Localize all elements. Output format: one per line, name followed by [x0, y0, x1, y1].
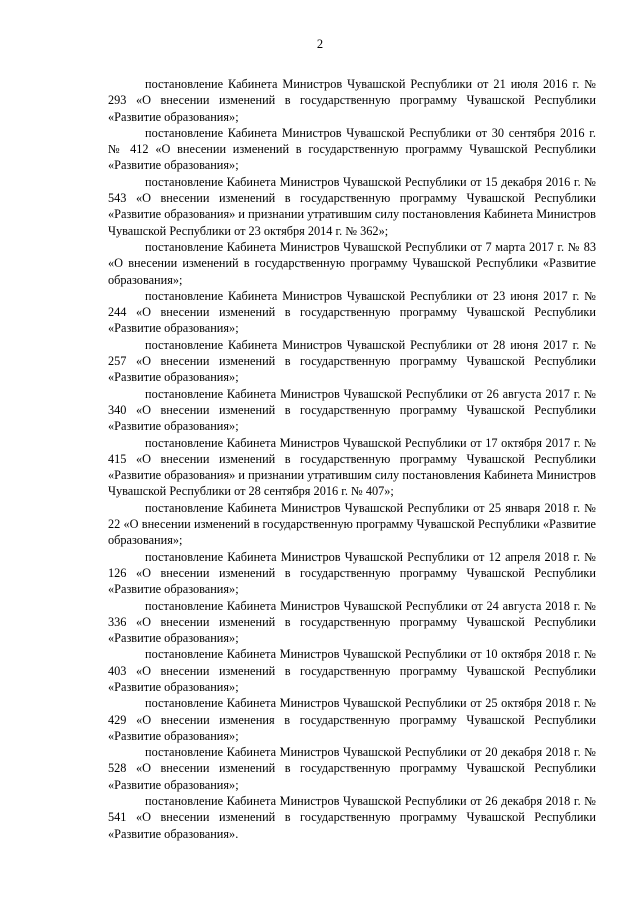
paragraph: постановление Кабинета Министров Чувашской Республики от 26 декабря 2018 г. № 541 «О внесении изменений в государственную программу Чувашской Республики «Развитие образования».	[108, 794, 596, 841]
paragraph: постановление Кабинета Министров Чувашской Республики от 7 марта 2017 г. № 83 «О внесении изменений в государственную программу Чувашской Республики «Развитие образования»;	[108, 239, 596, 287]
paragraph: постановление Кабинета Министров Чувашской Республики от 17 октября 2017 г. № 415 «О внесении изменений в государственную программу Чувашской Республики «Развитие образования» и признании утратившим силу постановления Кабинета Министров Чувашской Республики от 28 сентября 2016 г. № 407»;	[108, 435, 596, 499]
paragraph: постановление Кабинета Министров Чувашской Республики от 30 сентября 2016 г. № 412 «О внесении изменений в государственную программу Чувашской Республики «Развитие образования»;	[108, 125, 596, 173]
paragraph: постановление Кабинета Министров Чувашской Республики от 23 июня 2017 г. № 244 «О внесении изменений в государственную программу Чувашской Республики «Развитие образования»;	[108, 288, 596, 336]
document-body	[108, 76, 596, 842]
paragraph: постановление Кабинета Министров Чувашской Республики от 15 декабря 2016 г. № 543 «О внесении изменений в государственную программу Чувашской Республики «Развитие образования» и признании утратившим силу постановления Кабинета Министров Чувашской Республики от 23 октября 2014 г. № 362»;	[108, 174, 596, 238]
paragraph: постановление Кабинета Министров Чувашской Республики от 28 июня 2017 г. № 257 «О внесении изменений в государственную программу Чувашской Республики «Развитие образования»;	[108, 337, 596, 385]
paragraph: постановление Кабинета Министров Чувашской Республики от 25 января 2018 г. № 22 «О внесении изменений в государственную программу Чувашской Республики «Развитие образования»;	[108, 500, 596, 548]
paragraph: постановление Кабинета Министров Чувашской Республики от 21 июля 2016 г. № 293 «О внесении изменений в государственную программу Чувашской Республики «Развитие образования»;	[108, 77, 596, 124]
paragraph: постановление Кабинета Министров Чувашской Республики от 10 октября 2018 г. № 403 «О внесении изменений в государственную программу Чувашской Республики «Развитие образования»;	[108, 647, 596, 694]
paragraph: постановление Кабинета Министров Чувашской Республики от 24 августа 2018 г. № 336 «О внесении изменений в государственную программу Чувашской Республики «Развитие образования»;	[108, 598, 596, 646]
paragraph: постановление Кабинета Министров Чувашской Республики от 26 августа 2017 г. № 340 «О внесении изменений в государственную программу Чувашской Республики «Развитие образования»;	[108, 386, 596, 434]
paragraph: постановление Кабинета Министров Чувашской Республики от 12 апреля 2018 г. № 126 «О внесении изменений в государственную программу Чувашской Республики «Развитие образования»;	[108, 549, 596, 597]
paragraph: постановление Кабинета Министров Чувашской Республики от 25 октября 2018 г. № 429 «О внесении изменения в государственную программу Чувашской Республики «Развитие образования»;	[108, 696, 596, 743]
paragraph: постановление Кабинета Министров Чувашской Республики от 20 декабря 2018 г. № 528 «О внесении изменений в государственную программу Чувашской Республики «Развитие образования»;	[108, 745, 596, 792]
page-number: 2	[316, 37, 324, 51]
